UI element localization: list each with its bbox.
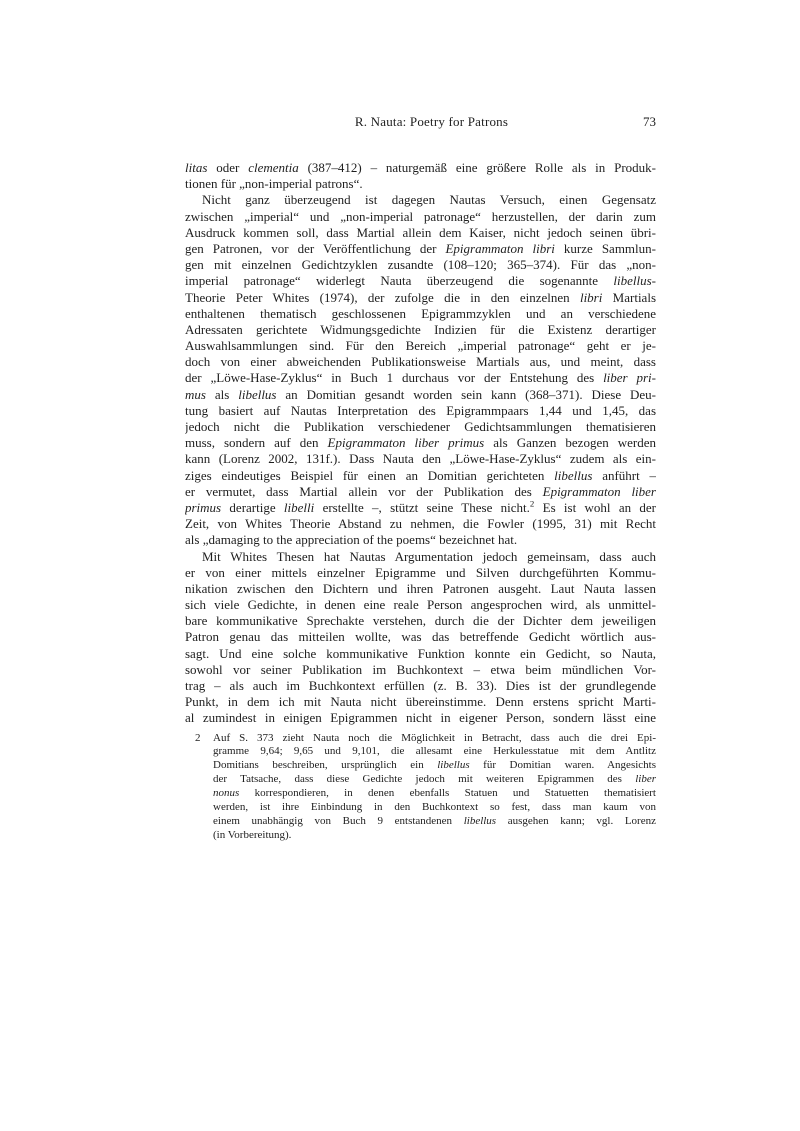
body-text	[185, 160, 656, 727]
text-line: er vermutet, dass Martial allein vor der Publikation des Epigrammaton liber	[185, 483, 656, 499]
footnote	[185, 732, 656, 843]
text-line: gen Patronen, vor der Veröffentlichung der Epigrammaton libri kurze Sammlun-	[185, 240, 656, 256]
text-line: Theorie Peter Whites (1974), der zufolge die in den einzelnen libri Martials	[185, 289, 656, 305]
footnote-line: nonus korrespondieren, in denen ebenfalls Statuen und Statuetten thematisiert	[213, 787, 656, 800]
text-line: muss, sondern auf den Epigrammaton liber primus als Ganzen bezogen werden	[185, 435, 656, 451]
footnote-line: gramme 9,64; 9,65 und 9,101, die allesamt eine Herkulesstatue mit dem Antlitz	[213, 745, 656, 758]
text-line: Nicht ganz überzeugend ist dagegen Nautas Versuch, einen Gegensatz	[202, 192, 656, 208]
text-line: bare kommunikative Sprechakte verstehen, durch die der Dichter dem jeweiligen	[185, 613, 656, 629]
footnote-line: Domitians beschreiben, ursprünglich ein libellus für Domitian waren. Angesichts	[213, 759, 656, 772]
footnote-line: werden, ist ihre Einbindung in den Buchkontext so fest, dass man kaum von	[213, 801, 656, 814]
text-line: imperial patronage“ widerlegt Nauta überzeugend die sogenannte libellus-	[185, 273, 656, 289]
text-line: enthaltenen thematisch geschlossenen Epigrammzyklen und an verschiedene	[185, 305, 656, 321]
text-line: al zumindest in einigen Epigrammen nicht in eigener Person, sondern lässt eine	[185, 710, 656, 726]
text-line: jedoch nicht die Publikation verschiedener Gedichtsammlungen thematisieren	[185, 419, 656, 434]
text-line: er von einer mittels einzelner Epigramme und Silven durchgeführten Kommu-	[185, 564, 656, 580]
text-line: Punkt, in dem ich mit Nauta nicht übereinstimme. Denn erstens spricht Marti-	[185, 694, 656, 710]
footnote-line: (in Vorbereitung).	[213, 828, 292, 841]
text-line: doch von einer abweichenden Publikationsweise Martials aus, und meint, dass	[185, 354, 656, 370]
page-number: 73	[643, 114, 656, 129]
text-line: zwischen „imperial“ und „non-imperial patronage“ herzustellen, der darin zum	[185, 208, 656, 224]
text-line: Zeit, von Whites Theorie Abstand zu nehmen, die Fowler (1995, 31) mit Recht	[185, 516, 656, 532]
running-header	[185, 114, 656, 130]
header-title: R. Nauta: Poetry for Patrons	[354, 114, 509, 129]
footnote-line: Auf S. 373 zieht Nauta noch die Möglichkeit in Betracht, dass auch die drei Epi-	[213, 731, 656, 744]
footnote-line: einem unabhängig von Buch 9 entstandenen libellus ausgehen kann; vgl. Lorenz	[213, 814, 656, 827]
footnote-line: der Tatsache, dass diese Gedichte jedoch mit weiteren Epigrammen des liber	[213, 773, 656, 786]
text-line: nikation zwischen den Dichtern und ihren Patronen ausgeht. Laut Nauta lassen	[185, 580, 656, 596]
text-column	[185, 114, 656, 843]
text-line: sich viele Gedichte, in denen eine reale Person angesprochen wird, als unmittel-	[185, 597, 656, 613]
text-line: sowohl vor seiner Publikation im Buchkontext – etwa beim mündlichen Vor-	[185, 661, 656, 677]
text-line: gen mit einzelnen Gedichtzyklen zusandte (108–120; 365–374). Für das „non-	[185, 257, 656, 273]
text-line: kann (Lorenz 2002, 131f.). Dass Nauta den „Löwe-Hase-Zyklus“ zudem als ein-	[185, 451, 656, 467]
text-line: ziges eindeutiges Beispiel für einen an Domitian gerichteten libellus anführt –	[185, 467, 656, 483]
footnote-number: 2	[195, 731, 201, 744]
text-line: sagt. Und eine solche kommunikative Funktion konnte ein Gedicht, so Nauta,	[185, 645, 656, 661]
text-line: tionen für „non-imperial patrons“.	[185, 176, 363, 192]
text-line: mus als libellus an Domitian gesandt worden sein kann (368–371). Diese Deu-	[185, 386, 656, 402]
text-line: Auswahlsammlungen sind. Für den Bereich „imperial patronage“ geht er je-	[185, 338, 656, 354]
text-line: Adressaten gerichtete Widmungsgedichte Indizien für die Existenz derartiger	[185, 321, 656, 337]
text-line: Patron genau das mitteilen wollte, was das betreffende Gedicht wörtlich aus-	[185, 629, 656, 645]
text-line: tung basiert auf Nautas Interpretation des Epigrammpaars 1,44 und 1,45, das	[185, 402, 656, 418]
text-line: trag – als auch im Buchkontext erfüllen (z. B. 33). Dies ist der grundlegende	[185, 678, 656, 693]
text-line: Ausdruck kommen soll, dass Martial allein dem Kaiser, nicht jedoch seinen übri-	[185, 224, 656, 240]
text-line: primus derartige libelli erstellte –, stützt seine These nicht.$^2$ Es ist wohl an der	[185, 499, 656, 515]
text-line: Mit Whites Thesen hat Nautas Argumentation jedoch gemeinsam, dass auch	[202, 548, 656, 564]
text-line: der „Löwe-Hase-Zyklus“ in Buch 1 durchaus vor der Entstehung des liber pri-	[185, 370, 656, 386]
text-line: als „damaging to the appreciation of the poems“ bezeichnet hat.	[185, 532, 518, 548]
text-line: litas oder clementia (387–412) – naturgemäß eine größere Rolle als in Produk-	[185, 160, 656, 175]
